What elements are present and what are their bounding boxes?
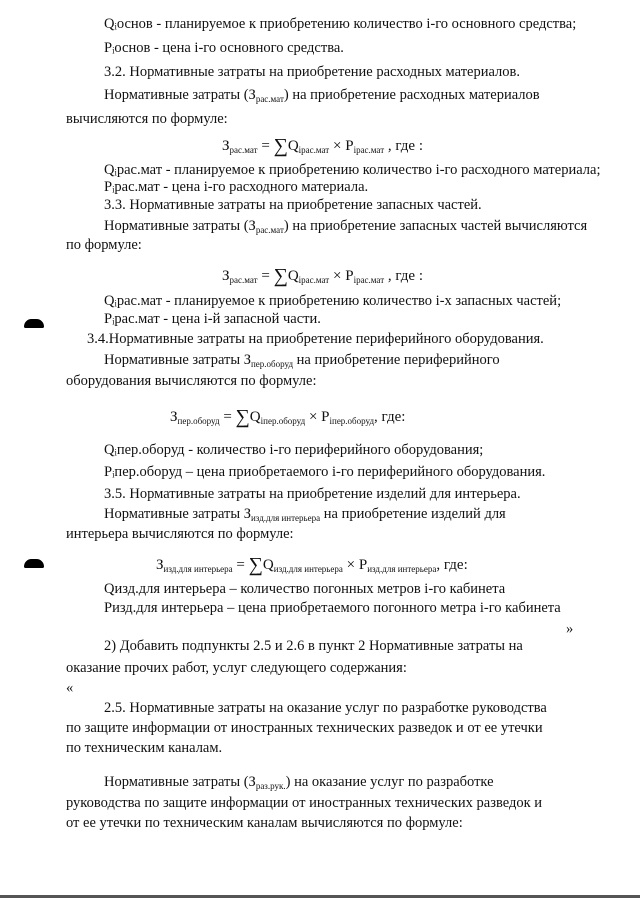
formula: $З_{изд.для интерьера} = \sum Q_{изд.для интерьера} \times P_{изд.для интерьера}$, где:	[156, 554, 468, 576]
formula: $З_{рас.мат} = \sum Q_{iрас.мат} \times P_{iрас.мат}$ , где :	[222, 135, 424, 157]
text-line: Qᵢрас.мат - планируемое к приобретению количество i-го расходного материала;	[104, 162, 601, 178]
text-line: 2.5. Нормативные затраты на оказание услуг по разработке руководства	[104, 700, 547, 716]
text-line: Qᵢрас.мат - планируемое к приобретению количество i-х запасных частей;	[104, 293, 562, 309]
text-line: 2) Добавить подпункты 2.5 и 2.6 в пункт 2 Нормативные затраты на	[104, 638, 523, 654]
text-line: Qᵢоснов - планируемое к приобретению количество i-го основного средства;	[104, 16, 577, 32]
text-line: Pᵢпер.оборуд – цена приобретаемого i-го периферийного оборудования.	[104, 464, 546, 480]
text-line: оказание прочих работ, услуг следующего содержания:	[66, 660, 407, 676]
text-line: Pᵢрас.мат - цена i-й запасной части.	[104, 311, 321, 327]
formula: $З_{пер.оборуд} = \sum Q_{iпер.оборуд} \times P_{iпер.оборуд}$, где:	[170, 406, 406, 428]
punch-hole-mark	[24, 559, 44, 568]
text-line: по техническим каналам.	[66, 740, 223, 756]
text-line: от ее утечки по техническим каналам вычисляются по формуле:	[66, 815, 463, 831]
text-line: Pизд.для интерьера – цена приобретаемого погонного метра i-го кабинета	[104, 600, 561, 616]
closing-quote: »	[566, 621, 574, 637]
section-heading: 3.3. Нормативные затраты на приобретение запасных частей.	[104, 197, 482, 213]
text-line: руководства по защите информации от иностранных технических разведок и	[66, 795, 543, 811]
section-heading: 3.2. Нормативные затраты на приобретение расходных материалов.	[104, 64, 520, 80]
text-line: вычисляются по формуле:	[66, 111, 228, 127]
punch-hole-mark	[24, 319, 44, 328]
text-line: Qизд.для интерьера – количество погонных метров i-го кабинета	[104, 581, 506, 597]
text-line: Нормативные затраты $(З_{рас.мат})$ на приобретение расходных материалов	[104, 87, 540, 104]
section-heading: 3.4.Нормативные затраты на приобретение периферийного оборудования.	[87, 331, 544, 347]
text-line: Нормативные затраты $(З_{раз.рук.})$ на оказание услуг по разработке	[104, 774, 494, 791]
text-line: Pᵢрас.мат - цена i-го расходного материала.	[104, 179, 369, 195]
opening-quote: «	[66, 680, 74, 696]
formula: $З_{рас.мат} = \sum Q_{iрас.мат} \times P_{iрас.мат}$ , где :	[222, 265, 424, 287]
text-line: интерьера вычисляются по формуле:	[66, 526, 294, 542]
text-line: Qᵢпер.оборуд - количество i-го периферийного оборудования;	[104, 442, 484, 458]
text-line: по формуле:	[66, 237, 142, 253]
text-line: по защите информации от иностранных технических разведок и от ее утечки	[66, 720, 543, 736]
scan-edge-line	[0, 895, 640, 898]
text-line: Pᵢоснов - цена i-го основного средства.	[104, 40, 344, 56]
text-line: Нормативные затраты $З_{пер.оборуд}$ на приобретение периферийного	[104, 352, 500, 369]
text-line: Нормативные затраты $З_{изд.для интерьера}$ на приобретение изделий для	[104, 506, 506, 523]
text-line: Нормативные затраты $(З_{рас.мат})$ на приобретение запасных частей вычисляются	[104, 218, 588, 235]
section-heading: 3.5. Нормативные затраты на приобретение изделий для интерьера.	[104, 486, 521, 502]
text-line: оборудования вычисляются по формуле:	[66, 373, 317, 389]
